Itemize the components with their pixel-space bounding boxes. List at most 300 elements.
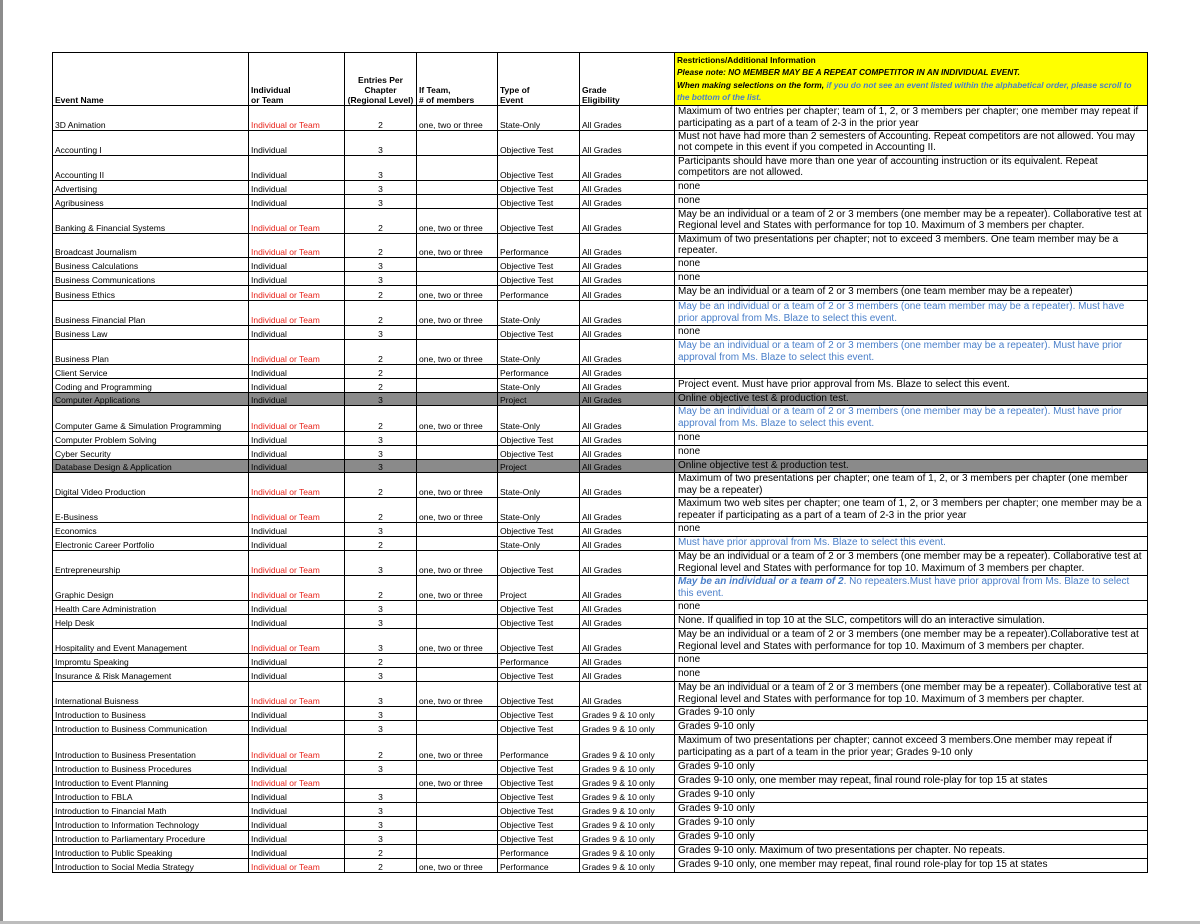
entries-per-chapter-cell: 3 [345,816,417,830]
viewer-left-border [0,0,3,924]
restrictions-cell: none [675,194,1148,208]
participation-type-cell: Individual [249,445,345,459]
team-members-cell: one, two or three [417,628,498,653]
entries-per-chapter-cell: 3 [345,258,417,272]
team-members-cell: one, two or three [417,774,498,788]
restrictions-cell: Online objective test & production test. [675,459,1148,472]
table-row [53,405,1148,431]
restrictions-text: . No repeaters.Must have prior approval from Ms. Blaze to select this event. [678,575,1130,599]
event-name-cell: Accounting I [53,130,249,155]
table-row [53,472,1148,497]
table-row [53,301,1148,326]
restrictions-emphasis: May be an individual or a team of 2 [678,575,844,587]
event-name-cell: Hospitality and Event Management [53,628,249,653]
restrictions-cell: Grades 9-10 only [675,788,1148,802]
event-name-cell: Computer Problem Solving [53,431,249,445]
participation-type-cell: Individual [249,720,345,734]
grade-eligibility-cell: All Grades [580,575,675,600]
table-row [53,830,1148,844]
entries-per-chapter-cell: 2 [345,858,417,872]
entries-per-chapter-cell: 3 [345,272,417,286]
event-name-cell: Insurance & Risk Management [53,667,249,681]
entries-per-chapter-cell: 2 [345,233,417,258]
team-members-cell: one, two or three [417,233,498,258]
event-type-cell: Objective Test [498,802,580,816]
entries-per-chapter-cell: 3 [345,600,417,614]
grade-eligibility-cell: All Grades [580,614,675,628]
participation-type-cell: Individual or Team [249,472,345,497]
restrictions-cell: Grades 9-10 only, one member may repeat, final round role-play for top 15 at states [675,774,1148,788]
participation-type-cell: Individual [249,393,345,406]
table-row [53,706,1148,720]
grade-eligibility-cell: All Grades [580,550,675,575]
participation-type-cell: Individual [249,614,345,628]
table-row [53,155,1148,180]
table-row [53,365,1148,379]
restrictions-cell: Grades 9-10 only, one member may repeat, final round role-play for top 15 at states [675,858,1148,872]
event-name-cell: Impromtu Speaking [53,653,249,667]
event-name-cell: Introduction to Business Communication [53,720,249,734]
team-members-cell: one, two or three [417,858,498,872]
table-row [53,816,1148,830]
form-selection-note: When making selections on the form, if you do not see an event listed within the alphabetical order, please scroll to the bottom of the list. [677,79,1132,102]
entries-per-chapter-cell: 3 [345,459,417,472]
participation-type-cell: Individual or Team [249,497,345,522]
entries-per-chapter-cell: 2 [345,379,417,393]
entries-per-chapter-cell: 2 [345,653,417,667]
events-table [52,52,1148,873]
team-members-cell [417,653,498,667]
restrictions-cell: Maximum of two presentations per chapter; one team of 1, 2, or 3 members per chapter (one member may be a repeater) [675,472,1148,497]
table-row [53,393,1148,406]
entries-per-chapter-cell: 3 [345,326,417,340]
event-name-cell: Introduction to FBLA [53,788,249,802]
event-type-cell: State-Only [498,497,580,522]
restrictions-cell: Grades 9-10 only [675,816,1148,830]
restrictions-cell: Maximum of two presentations per chapter; cannot exceed 3 members.One member may repeat if participating as a part of a team in the prior year; Grades 9-10 only [675,734,1148,760]
table-row [53,734,1148,760]
grade-eligibility-cell: All Grades [580,497,675,522]
grade-eligibility-cell: All Grades [580,258,675,272]
event-type-cell: Objective Test [498,720,580,734]
grade-eligibility-cell: Grades 9 & 10 only [580,774,675,788]
entries-per-chapter-cell: 3 [345,788,417,802]
entries-per-chapter-cell: 2 [345,340,417,365]
grade-eligibility-cell: Grades 9 & 10 only [580,858,675,872]
restrictions-cell: none [675,326,1148,340]
grade-eligibility-cell: All Grades [580,233,675,258]
restrictions-cell: none [675,258,1148,272]
event-type-cell: Objective Test [498,180,580,194]
restrictions-cell: none [675,600,1148,614]
event-type-cell: Objective Test [498,550,580,575]
event-name-cell: Broadcast Journalism [53,233,249,258]
participation-type-cell: Individual or Team [249,208,345,233]
entries-per-chapter-cell: 2 [345,536,417,550]
entries-per-chapter-cell: 3 [345,550,417,575]
grade-eligibility-cell: All Grades [580,272,675,286]
participation-type-cell: Individual [249,653,345,667]
event-type-cell: Performance [498,858,580,872]
event-type-cell: Objective Test [498,431,580,445]
participation-type-cell: Individual [249,365,345,379]
restrictions-cell: none [675,180,1148,194]
entries-per-chapter-cell: 3 [345,802,417,816]
table-row [53,340,1148,365]
team-members-cell: one, two or three [417,106,498,131]
event-type-cell: Objective Test [498,130,580,155]
event-name-cell: Advertising [53,180,249,194]
event-name-cell: Business Ethics [53,286,249,301]
entries-per-chapter-cell: 3 [345,628,417,653]
grade-eligibility-cell: All Grades [580,653,675,667]
team-members-cell [417,194,498,208]
header-entries-per-chapter: Entries Per Chapter (Regional Level) [345,53,417,106]
event-name-cell: Entrepreneurship [53,550,249,575]
participation-type-cell: Individual [249,816,345,830]
table-row [53,760,1148,774]
restrictions-cell: none [675,431,1148,445]
event-name-cell: Business Communications [53,272,249,286]
entries-per-chapter-cell: 3 [345,155,417,180]
event-type-cell: State-Only [498,340,580,365]
table-row [53,550,1148,575]
participation-type-cell: Individual [249,536,345,550]
participation-type-cell: Individual or Team [249,405,345,431]
event-type-cell: Performance [498,286,580,301]
event-type-cell: Objective Test [498,628,580,653]
restrictions-cell: Grades 9-10 only [675,802,1148,816]
entries-per-chapter-cell: 3 [345,706,417,720]
grade-eligibility-cell: All Grades [580,681,675,706]
table-row [53,614,1148,628]
entries-per-chapter-cell: 3 [345,431,417,445]
participation-type-cell: Individual or Team [249,734,345,760]
participation-type-cell: Individual [249,760,345,774]
grade-eligibility-cell: All Grades [580,130,675,155]
grade-eligibility-cell: All Grades [580,365,675,379]
team-members-cell [417,431,498,445]
participation-type-cell: Individual [249,272,345,286]
grade-eligibility-cell: All Grades [580,405,675,431]
participation-type-cell: Individual or Team [249,858,345,872]
event-type-cell: Objective Test [498,614,580,628]
event-type-cell: Objective Test [498,706,580,720]
event-name-cell: Introduction to Business Procedures [53,760,249,774]
event-type-cell: State-Only [498,379,580,393]
entries-per-chapter-cell: 3 [345,130,417,155]
table-row [53,106,1148,131]
team-members-cell [417,844,498,858]
participation-type-cell: Individual [249,180,345,194]
participation-type-cell: Individual [249,830,345,844]
grade-eligibility-cell: All Grades [580,379,675,393]
table-row [53,286,1148,301]
team-members-cell [417,379,498,393]
team-members-cell [417,706,498,720]
participation-type-cell: Individual [249,844,345,858]
restrictions-cell: none [675,445,1148,459]
entries-per-chapter-cell: 2 [345,844,417,858]
grade-eligibility-cell: All Grades [580,393,675,406]
restrictions-cell: none [675,653,1148,667]
event-name-cell: Business Law [53,326,249,340]
header-event-name: Event Name [53,53,249,106]
event-name-cell: Electronic Career Portfolio [53,536,249,550]
event-name-cell: Business Financial Plan [53,301,249,326]
event-name-cell: Digital Video Production [53,472,249,497]
participation-type-cell: Individual [249,706,345,720]
table-row [53,600,1148,614]
entries-per-chapter-cell: 2 [345,734,417,760]
grade-eligibility-cell: All Grades [580,208,675,233]
restrictions-cell: May be an individual or a team of 2 or 3 members (one team member may be a repeater) [675,286,1148,301]
participation-type-cell: Individual [249,802,345,816]
entries-per-chapter-cell: 2 [345,106,417,131]
team-members-cell [417,536,498,550]
restrictions-cell: Grades 9-10 only [675,760,1148,774]
entries-per-chapter-cell: 2 [345,208,417,233]
table-row [53,459,1148,472]
restrictions-cell: Must have prior approval from Ms. Blaze to select this event. [675,536,1148,550]
team-members-cell [417,760,498,774]
restrictions-cell: Maximum of two presentations per chapter; not to exceed 3 members. One team member may be a repeater. [675,233,1148,258]
restrictions-cell: Maximum two web sites per chapter; one team of 1, 2, or 3 members per chapter; one member may be a repeater if participating as a part of a team of 2-3 in the prior year [675,497,1148,522]
team-members-cell: one, two or three [417,734,498,760]
event-type-cell: Objective Test [498,326,580,340]
team-members-cell [417,614,498,628]
grade-eligibility-cell: All Grades [580,180,675,194]
team-members-cell: one, two or three [417,286,498,301]
restrictions-cell [675,575,1148,600]
team-members-cell [417,393,498,406]
table-row [53,180,1148,194]
repeat-competitor-note: Please note: NO MEMBER MAY BE A REPEAT COMPETITOR IN AN INDIVIDUAL EVENT. [677,67,1020,78]
team-members-cell [417,445,498,459]
event-name-cell: Introduction to Business Presentation [53,734,249,760]
restrictions-cell: Participants should have more than one year of accounting instruction or its equivalent. Repeat competitors are not allowed. [675,155,1148,180]
grade-eligibility-cell: Grades 9 & 10 only [580,706,675,720]
header-type-of-event: Type of Event [498,53,580,106]
restrictions-cell: May be an individual or a team of 2 or 3 members (one member may be a repeater). Must have prior approval from Ms. Blaze to select this event. [675,340,1148,365]
team-members-cell [417,720,498,734]
event-name-cell: International Buisness [53,681,249,706]
team-members-cell: one, two or three [417,681,498,706]
header-restrictions [675,53,1148,106]
table-row [53,575,1148,600]
team-members-cell [417,180,498,194]
entries-per-chapter-cell: 2 [345,472,417,497]
grade-eligibility-cell: All Grades [580,155,675,180]
event-name-cell: Coding and Programming [53,379,249,393]
event-type-cell: Objective Test [498,681,580,706]
table-row [53,522,1148,536]
grade-eligibility-cell: Grades 9 & 10 only [580,844,675,858]
participation-type-cell: Individual or Team [249,286,345,301]
restrictions-cell: May be an individual or a team of 2 or 3 members (one member may be a repeater).Collaborative test at Regional level and States with performance for top 10. Maximum of 3 members per chapter. [675,628,1148,653]
event-name-cell: Introduction to Financial Math [53,802,249,816]
grade-eligibility-cell: All Grades [580,340,675,365]
team-members-cell [417,802,498,816]
table-row [53,802,1148,816]
participation-type-cell: Individual or Team [249,681,345,706]
participation-type-cell: Individual or Team [249,628,345,653]
team-members-cell [417,459,498,472]
participation-type-cell: Individual [249,667,345,681]
participation-type-cell: Individual [249,155,345,180]
restrictions-cell: May be an individual or a team of 2 or 3 members (one member may be a repeater). Collaborative test at Regional level and States with performance for top 10. Maximum of 3 members per chapter. [675,550,1148,575]
event-name-cell: E-Business [53,497,249,522]
team-members-cell [417,130,498,155]
participation-type-cell: Individual [249,326,345,340]
entries-per-chapter-cell: 2 [345,497,417,522]
event-type-cell: Objective Test [498,760,580,774]
event-name-cell: Introduction to Business [53,706,249,720]
table-row [53,194,1148,208]
restrictions-cell: none [675,272,1148,286]
restrictions-cell: Must not have had more than 2 semesters of Accounting. Repeat competitors are not allowed. You may not compete in this event if you competed in Accounting II. [675,130,1148,155]
entries-per-chapter-cell: 3 [345,180,417,194]
team-members-cell: one, two or three [417,301,498,326]
team-members-cell [417,788,498,802]
team-members-cell [417,816,498,830]
grade-eligibility-cell: Grades 9 & 10 only [580,830,675,844]
table-row [53,326,1148,340]
entries-per-chapter-cell: 2 [345,301,417,326]
event-type-cell: State-Only [498,301,580,326]
participation-type-cell: Individual [249,130,345,155]
restrictions-cell: none [675,522,1148,536]
entries-per-chapter-cell: 3 [345,720,417,734]
event-type-cell: State-Only [498,472,580,497]
grade-eligibility-cell: Grades 9 & 10 only [580,734,675,760]
entries-per-chapter-cell: 2 [345,575,417,600]
entries-per-chapter-cell: 3 [345,522,417,536]
restrictions-cell: Online objective test & production test. [675,393,1148,406]
grade-eligibility-cell: Grades 9 & 10 only [580,760,675,774]
event-name-cell: Graphic Design [53,575,249,600]
event-type-cell: Objective Test [498,600,580,614]
event-type-cell: Project [498,459,580,472]
grade-eligibility-cell: All Grades [580,106,675,131]
header-if-team: If Team, # of members [417,53,498,106]
table-row [53,858,1148,872]
entries-per-chapter-cell [345,774,417,788]
event-type-cell: Objective Test [498,667,580,681]
event-name-cell: Economics [53,522,249,536]
table-row [53,653,1148,667]
grade-eligibility-cell: All Grades [580,667,675,681]
table-row [53,720,1148,734]
grade-eligibility-cell: All Grades [580,326,675,340]
grade-eligibility-cell: All Grades [580,301,675,326]
grade-eligibility-cell: All Grades [580,472,675,497]
participation-type-cell: Individual [249,379,345,393]
participation-type-cell: Individual or Team [249,340,345,365]
header-individual-or-team: Individual or Team [249,53,345,106]
event-type-cell: Objective Test [498,194,580,208]
event-type-cell: Objective Test [498,830,580,844]
team-members-cell [417,365,498,379]
restrictions-cell: none [675,667,1148,681]
restrictions-cell: Grades 9-10 only. Maximum of two presentations per chapter. No repeats. [675,844,1148,858]
table-row [53,258,1148,272]
entries-per-chapter-cell: 3 [345,830,417,844]
grade-eligibility-cell: All Grades [580,286,675,301]
participation-type-cell: Individual [249,431,345,445]
table-row [53,130,1148,155]
event-name-cell: Introduction to Social Media Strategy [53,858,249,872]
restrictions-cell: Grades 9-10 only [675,830,1148,844]
team-members-cell [417,522,498,536]
entries-per-chapter-cell: 2 [345,365,417,379]
participation-type-cell: Individual [249,258,345,272]
entries-per-chapter-cell: 3 [345,681,417,706]
participation-type-cell: Individual [249,600,345,614]
event-type-cell: Objective Test [498,445,580,459]
event-name-cell: Cyber Security [53,445,249,459]
event-type-cell: Performance [498,844,580,858]
participation-type-cell: Individual or Team [249,774,345,788]
participation-type-cell: Individual or Team [249,550,345,575]
event-type-cell: Project [498,393,580,406]
header-grade-eligibility: Grade Eligibility [580,53,675,106]
entries-per-chapter-cell: 3 [345,760,417,774]
grade-eligibility-cell: All Grades [580,628,675,653]
entries-per-chapter-cell: 2 [345,286,417,301]
event-name-cell: Introduction to Public Speaking [53,844,249,858]
restrictions-cell: Maximum of two entries per chapter; team of 1, 2, or 3 members per chapter; one member may repeat if participating as a part of a team of 2-3 in the prior year [675,106,1148,131]
event-name-cell: Business Calculations [53,258,249,272]
participation-type-cell: Individual [249,522,345,536]
event-name-cell: Help Desk [53,614,249,628]
event-type-cell: State-Only [498,106,580,131]
participation-type-cell: Individual or Team [249,301,345,326]
event-name-cell: Health Care Administration [53,600,249,614]
table-row [53,445,1148,459]
table-row [53,431,1148,445]
grade-eligibility-cell: Grades 9 & 10 only [580,802,675,816]
event-type-cell: Performance [498,365,580,379]
restrictions-cell: May be an individual or a team of 2 or 3 members (one team member may be a repeater). Must have prior approval from Ms. Blaze to select this event. [675,301,1148,326]
grade-eligibility-cell: All Grades [580,445,675,459]
event-name-cell: Banking & Financial Systems [53,208,249,233]
event-type-cell: Objective Test [498,155,580,180]
table-row [53,208,1148,233]
event-type-cell: Objective Test [498,774,580,788]
event-type-cell: Objective Test [498,788,580,802]
team-members-cell [417,830,498,844]
grade-eligibility-cell: Grades 9 & 10 only [580,816,675,830]
team-members-cell: one, two or three [417,497,498,522]
team-members-cell: one, two or three [417,340,498,365]
team-members-cell: one, two or three [417,405,498,431]
table-row [53,681,1148,706]
event-type-cell: Performance [498,233,580,258]
event-name-cell: Business Plan [53,340,249,365]
participation-type-cell: Individual [249,194,345,208]
team-members-cell [417,155,498,180]
team-members-cell: one, two or three [417,208,498,233]
event-type-cell: Objective Test [498,816,580,830]
team-members-cell [417,600,498,614]
event-name-cell: Computer Game & Simulation Programming [53,405,249,431]
table-row [53,233,1148,258]
entries-per-chapter-cell: 2 [345,405,417,431]
entries-per-chapter-cell: 3 [345,614,417,628]
event-name-cell: Database Design & Application [53,459,249,472]
event-name-cell: Computer Applications [53,393,249,406]
